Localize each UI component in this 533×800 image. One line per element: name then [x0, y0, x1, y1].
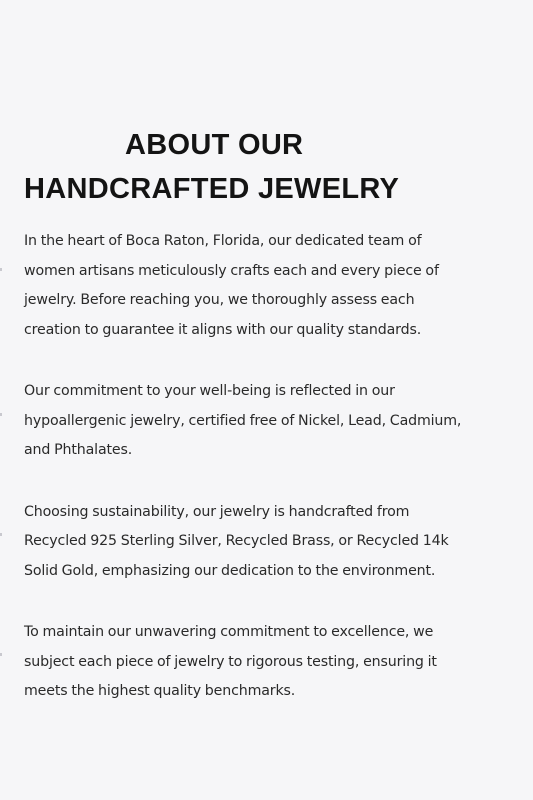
paragraph-hypoallergenic: [24, 377, 516, 466]
paragraph-sustainability: [24, 498, 516, 587]
paragraph-line: subject each piece of jewelry to rigorous testing, ensuring it: [24, 653, 437, 670]
page-title-line-2: HANDCRAFTED JEWELRY: [24, 173, 400, 206]
paragraph-line: hypoallergenic jewelry, certified free of Nickel, Lead, Cadmium,: [24, 412, 462, 429]
edge-mark: [0, 413, 2, 416]
paragraph-line: Choosing sustainability, our jewelry is handcrafted from: [24, 503, 410, 520]
paragraph-line: women artisans meticulously crafts each and every piece of: [24, 262, 439, 279]
paragraph-line: and Phthalates.: [24, 442, 133, 458]
paragraph-line: Solid Gold, emphasizing our dedication to the environment.: [24, 562, 436, 579]
paragraph-line: jewelry. Before reaching you, we thoroughly assess each: [24, 292, 415, 308]
edge-mark: [0, 653, 2, 656]
page-title-line-1: ABOUT OUR: [125, 129, 304, 162]
paragraph-artisans: [24, 227, 516, 345]
page-title: [24, 123, 444, 211]
paragraph-line: Our commitment to your well-being is reflected in our: [24, 383, 395, 399]
paragraph-line: In the heart of Boca Raton, Florida, our dedicated team of: [24, 233, 422, 249]
about-body: [24, 227, 516, 707]
paragraph-line: creation to guarantee it aligns with our quality standards.: [24, 321, 422, 338]
edge-mark: [0, 533, 2, 536]
paragraph-line: meets the highest quality benchmarks.: [24, 683, 296, 699]
paragraph-line: Recycled 925 Sterling Silver, Recycled Brass, or Recycled 14k: [24, 533, 449, 549]
left-edge-marks: [0, 0, 3, 800]
edge-mark: [0, 268, 2, 271]
paragraph-line: To maintain our unwavering commitment to excellence, we: [24, 624, 434, 640]
paragraph-quality: [24, 618, 516, 707]
